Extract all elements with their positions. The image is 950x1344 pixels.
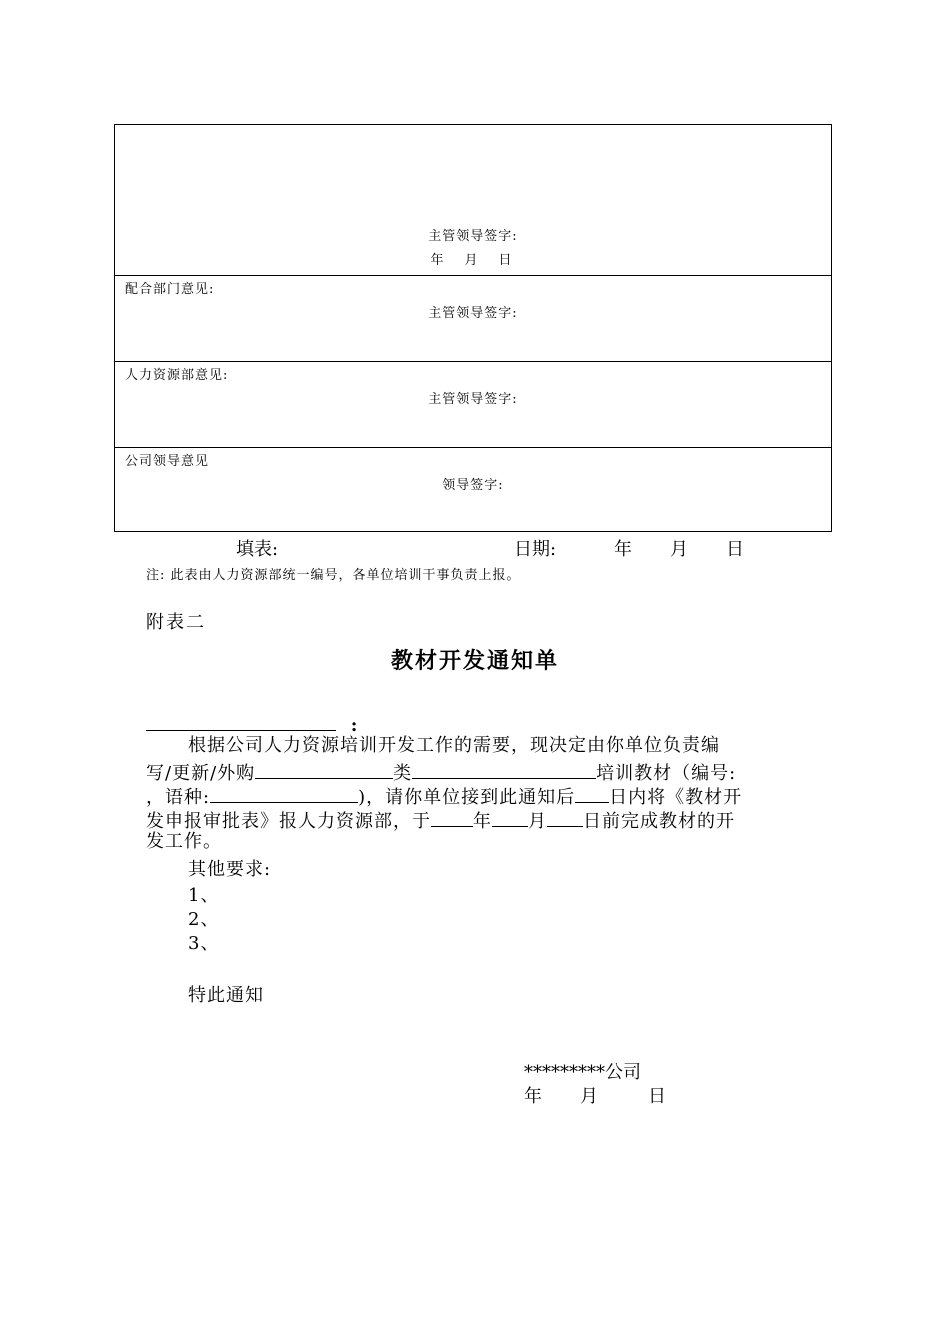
fill-date-label: 日期: [514,539,557,560]
material-blank [412,758,596,779]
paragraph-line-4-a: 发申报审批表》报人力资源部，于 [146,811,431,832]
cooperating-department-row [115,275,831,362]
fill-year-label: 年 [614,539,632,560]
fill-month-label: 月 [670,539,688,560]
fill-day-label: 日 [726,539,744,560]
paragraph-line-2-c: 培训教材（编号: [596,763,737,784]
recipient-blank [146,710,336,731]
deadline-month-blank [492,806,528,827]
sign-day-label: 日 [648,1086,666,1107]
leader-signature-label: 领导签字: [442,478,504,493]
company-leader-label: 公司领导意见 [125,454,210,469]
hr-department-label: 人力资源部意见: [125,368,229,383]
deadline-day-blank [547,806,583,827]
language-blank [210,782,358,803]
paragraph-line-3-c: 日内将《教材开 [609,787,743,808]
sign-year-label: 年 [524,1086,542,1107]
supervisor-signature-label: 主管领导签字: [428,229,518,244]
other-requirements-label: 其他要求: [188,859,272,880]
company-name: *********公司 [524,1062,641,1083]
deadline-year-blank [431,806,473,827]
paragraph-line-2-a: 写/更新/外购 [146,763,256,784]
paragraph-line-1: 根据公司人力资源培训开发工作的需要，现决定由你单位负责编 [188,735,720,756]
department-opinion-row [115,125,831,275]
approval-table [114,124,832,532]
paragraph-line-4-d: 日前完成教材的开 [583,811,735,832]
category-blank [255,758,393,779]
closing-text: 特此通知 [188,985,264,1006]
paragraph-line-4 [146,806,735,834]
recipient-colon: : [350,715,359,736]
hr-signature-label: 主管领导签字: [428,392,518,407]
paragraph-line-4-b: 年 [473,811,492,832]
table-note: 注: 此表由人力资源部统一编号，各单位培训干事负责上报。 [146,568,521,583]
date-label: 年 月 日 [430,253,516,268]
hr-department-row [115,361,831,448]
paragraph-line-5: 发工作。 [146,831,222,852]
notice-title: 教材开发通知单 [390,648,559,674]
appendix-label: 附表二 [146,612,206,633]
cooperating-signature-label: 主管领导签字: [428,306,518,321]
cooperating-department-label: 配合部门意见: [125,282,215,297]
requirement-item: 1、 [188,885,220,906]
paragraph-line-3-b: )，请你单位接到此通知后 [358,787,576,808]
paragraph-line-3-a: ，语种: [146,787,211,808]
company-leader-row [115,447,831,532]
paragraph-line-4-c: 月 [528,811,547,832]
days-blank [575,782,609,803]
sign-month-label: 月 [580,1086,598,1107]
paragraph-line-2-b: 类 [393,763,413,784]
requirement-item: 3、 [188,933,220,954]
requirement-item: 2、 [188,909,220,930]
filler-label: 填表: [236,539,279,560]
